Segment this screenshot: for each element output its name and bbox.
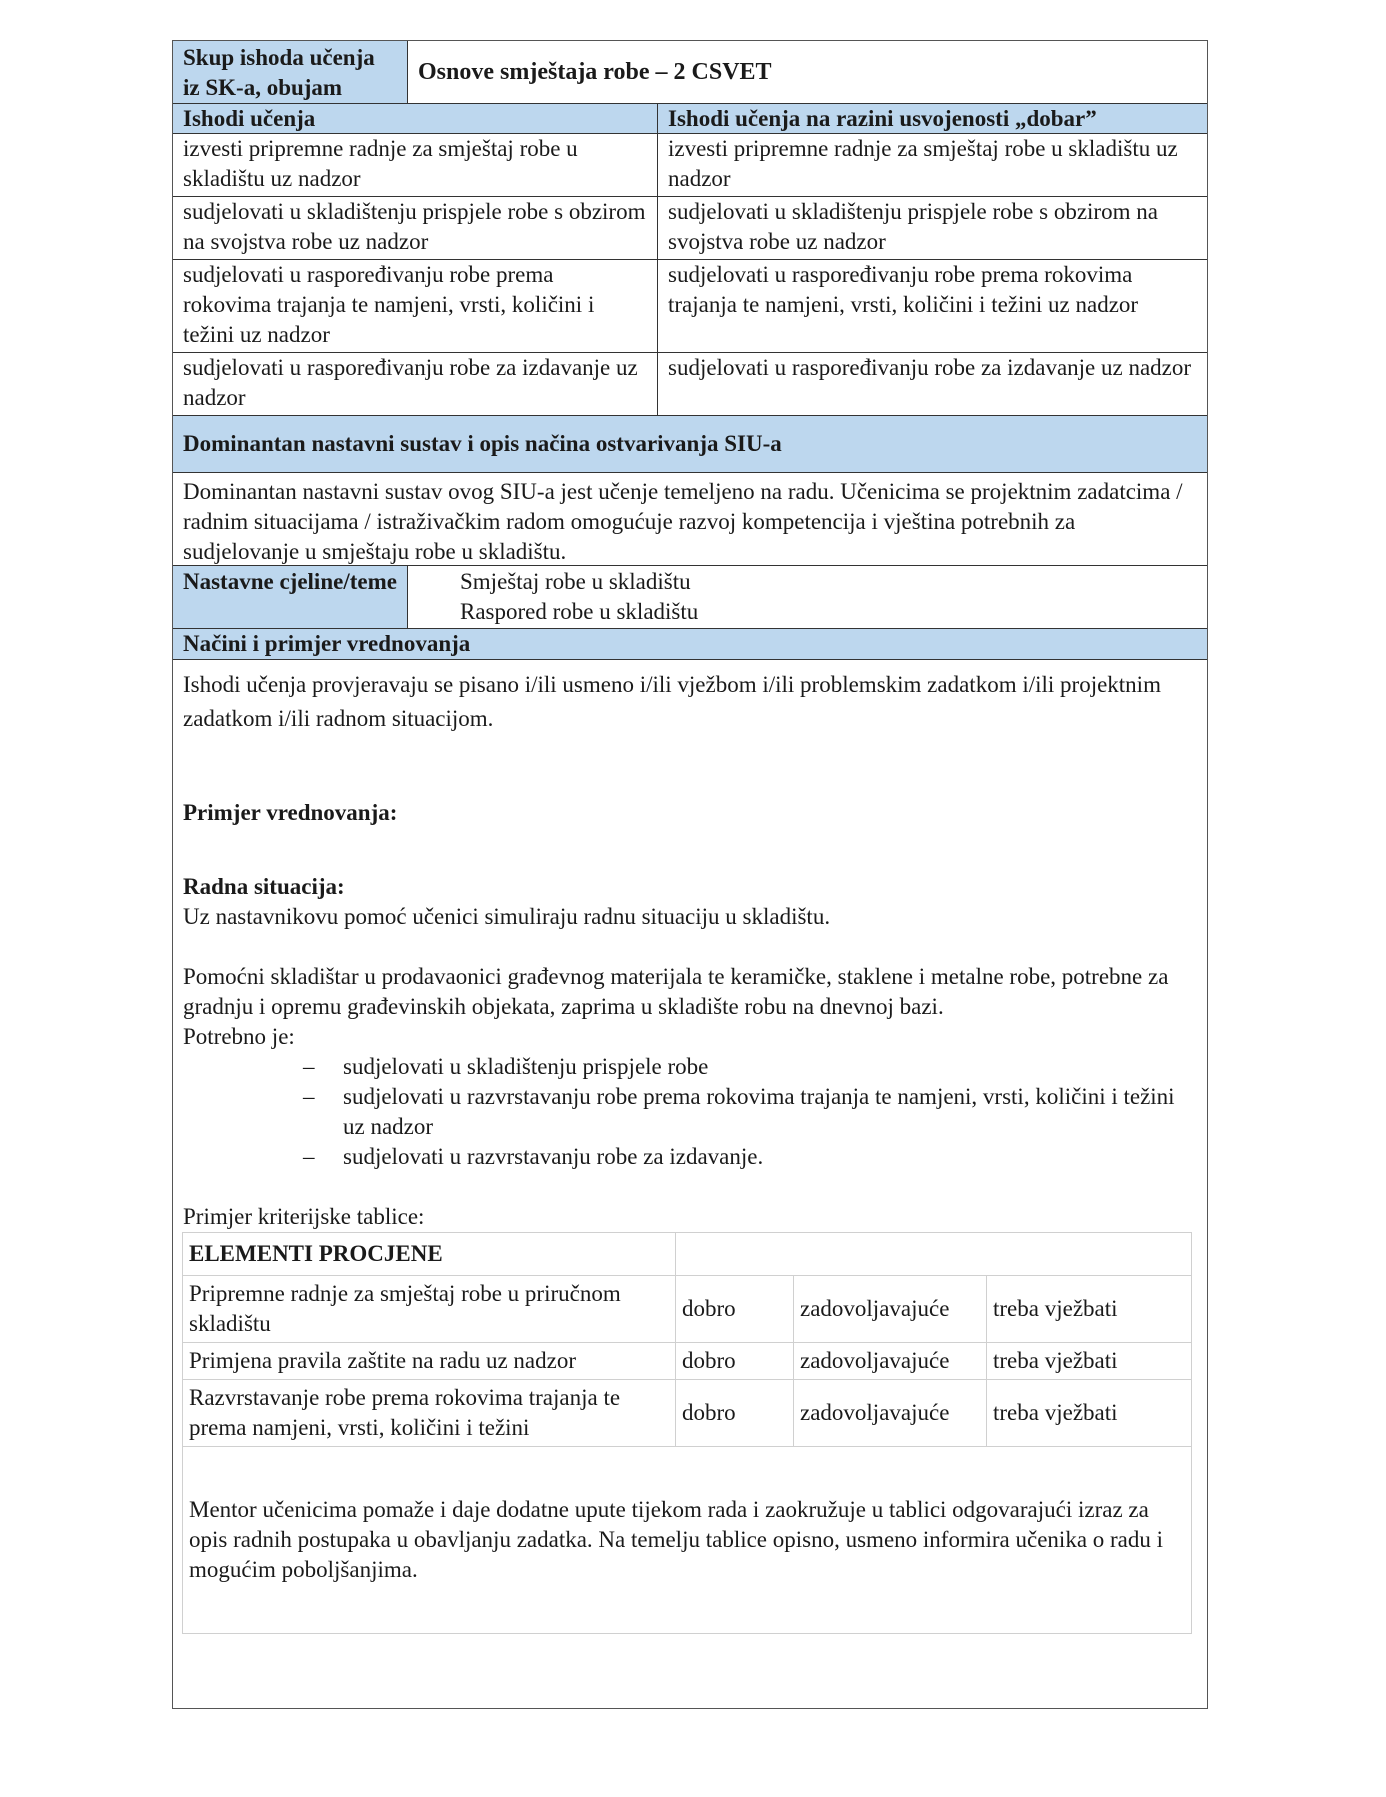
units-row bbox=[173, 566, 1207, 629]
table-caption: Primjer kriterijske tablice: bbox=[183, 1204, 425, 1229]
sik-title: Osnove smještaja robe – 2 CSVET bbox=[418, 59, 772, 85]
units-list bbox=[408, 566, 1207, 628]
header-row bbox=[173, 41, 1207, 104]
mentor-row bbox=[183, 1447, 1192, 1634]
document-page bbox=[172, 40, 1208, 1709]
outcome-right: izvesti pripremne radnje za smještaj robe u skladištu uz nadzor bbox=[668, 136, 1178, 191]
criteria-element: Primjena pravila zaštite na radu uz nadzor bbox=[183, 1343, 676, 1380]
evaluation-intro: Ishodi učenja provjeravaju se pisano i/ili usmeno i/ili vježbom i/ili problemskim zadatkom i/ili projektnim zadatkom i/ili radnom situacijom. bbox=[183, 672, 1161, 731]
situation-intro: Uz nastavnikovu pomoć učenici simuliraju radnu situaciju u skladištu. bbox=[183, 904, 831, 929]
outcomes-col-right: Ishodi učenja na razini usvojenosti „dobar” bbox=[668, 106, 1097, 131]
outcome-left: izvesti pripremne radnje za smještaj robe u skladištu uz nadzor bbox=[173, 134, 658, 196]
criteria-header-row bbox=[183, 1233, 1192, 1276]
table-row bbox=[183, 1343, 1192, 1380]
criteria-table bbox=[182, 1232, 1192, 1634]
evaluation-content bbox=[173, 660, 1207, 1634]
outcome-left: sudjelovati u skladištenju prispjele robe s obzirom na svojstva robe uz nadzor bbox=[173, 197, 658, 259]
unit-item: Raspored robe u skladištu bbox=[460, 599, 699, 624]
evaluation-heading: Načini i primjer vrednovanja bbox=[183, 631, 471, 656]
dominant-heading: Dominantan nastavni sustav i opis načina ostvarivanja SIU-a bbox=[183, 431, 782, 456]
outcome-left: sudjelovati u raspoređivanju robe prema rokovima trajanja te namjeni, vrsti, količini i težini uz nadzor bbox=[173, 260, 658, 352]
grade-good: dobro bbox=[676, 1343, 794, 1380]
unit-item: Smještaj robe u skladištu bbox=[460, 569, 691, 594]
sik-label: Skup ishoda učenja iz SK-a, obujam bbox=[173, 41, 408, 103]
criteria-element: Razvrstavanje robe prema rokovima trajanja te prema namjeni, vrsti, količini i težini bbox=[183, 1380, 676, 1447]
mentor-note: Mentor učenicima pomaže i daje dodatne upute tijekom rada i zaokružuje u tablici odgovarajući izraz za opis radnih postupaka u obavljanju zadatka. Na temelju tablice opisno, usmeno informira učenika o radu i mogućim poboljšanjima. bbox=[183, 1447, 1192, 1634]
outcome-row bbox=[173, 197, 1207, 260]
outcome-right: sudjelovati u raspoređivanju robe za izdavanje uz nadzor bbox=[668, 355, 1192, 380]
grade-good: dobro bbox=[676, 1276, 794, 1343]
grade-practice: treba vježbati bbox=[987, 1343, 1192, 1380]
outcome-row bbox=[173, 260, 1207, 353]
grade-satisfactory: zadovoljavajuće bbox=[794, 1380, 987, 1447]
dominant-header-row bbox=[173, 416, 1207, 473]
task-item: – sudjelovati u razvrstavanju robe za izdavanje. bbox=[303, 1142, 1197, 1172]
outcome-right: sudjelovati u raspoređivanju robe prema rokovima trajanja te namjeni, vrsti, količini i težini uz nadzor bbox=[668, 262, 1139, 317]
grade-good: dobro bbox=[676, 1380, 794, 1447]
units-label: Nastavne cjeline/teme bbox=[173, 566, 408, 628]
grade-satisfactory: zadovoljavajuće bbox=[794, 1343, 987, 1380]
evaluation-header-row bbox=[173, 629, 1207, 660]
outcome-row bbox=[173, 134, 1207, 197]
task-item: – sudjelovati u skladištenju prispjele robe bbox=[303, 1052, 1197, 1082]
grade-practice: treba vježbati bbox=[987, 1276, 1192, 1343]
outcome-row bbox=[173, 353, 1207, 416]
task-item: – sudjelovati u razvrstavanju robe prema rokovima trajanja te namjeni, vrsti, količini i težini uz nadzor bbox=[303, 1082, 1197, 1142]
grade-satisfactory: zadovoljavajuće bbox=[794, 1276, 987, 1343]
example-heading: Primjer vrednovanja: bbox=[183, 800, 398, 825]
outcomes-col-left: Ishodi učenja bbox=[173, 104, 658, 133]
outcome-right: sudjelovati u skladištenju prispjele robe s obzirom na svojstva robe uz nadzor bbox=[668, 199, 1158, 254]
task-lead: Potrebno je: bbox=[183, 1024, 295, 1049]
dominant-body: Dominantan nastavni sustav ovog SIU-a jest učenje temeljeno na radu. Učenicima se projektnim zadatcima / radnim situacijama / istraživačkim radom omogućuje razvoj kompetencija i vještina potrebnih za sudjelovanje u smještaju robe u skladištu. bbox=[183, 479, 1183, 564]
outcome-left: sudjelovati u raspoređivanju robe za izdavanje uz nadzor bbox=[173, 353, 658, 415]
criteria-element: Pripremne radnje za smještaj robe u priručnom skladištu bbox=[183, 1276, 676, 1343]
outcomes-header bbox=[173, 104, 1207, 134]
criteria-header: ELEMENTI PROCJENE bbox=[183, 1233, 676, 1276]
dominant-body-row bbox=[173, 473, 1207, 566]
scenario-text: Pomoćni skladištar u prodavaonici građevnog materijala te keramičke, staklene i metalne robe, potrebne za gradnju i opremu građevinskih objekata, zaprima u skladište robu na dnevnoj bazi. bbox=[183, 964, 1169, 1019]
table-row bbox=[183, 1276, 1192, 1343]
task-list bbox=[183, 1052, 1197, 1172]
situation-heading: Radna situacija: bbox=[183, 874, 345, 899]
grade-practice: treba vježbati bbox=[987, 1380, 1192, 1447]
criteria-header-empty bbox=[676, 1233, 1192, 1276]
table-row bbox=[183, 1380, 1192, 1447]
